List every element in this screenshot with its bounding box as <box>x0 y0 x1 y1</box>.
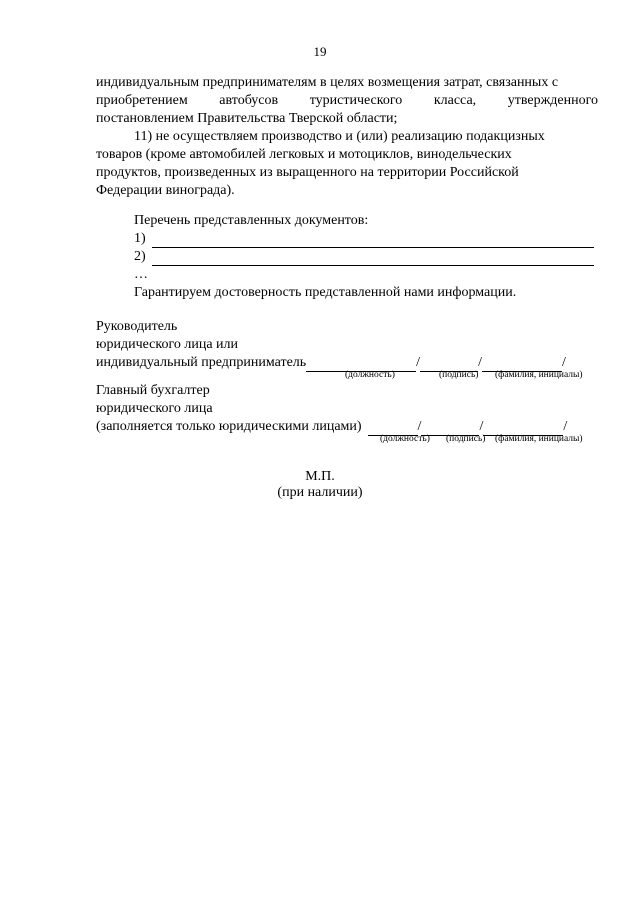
document-item-2[interactable] <box>134 248 594 266</box>
word: автобусов <box>219 93 279 108</box>
stamp-label: М.П. <box>305 469 335 484</box>
signature-label-line: Главный бухгалтер <box>96 383 210 398</box>
signature-label-line: Руководитель <box>96 319 178 334</box>
paragraph-line: индивидуальным предпринимателям в целях возмещения затрат, связанных с <box>96 75 559 90</box>
caption-name: (фамилия, инициалы) <box>495 370 583 380</box>
slash-separator: / <box>561 355 566 370</box>
documents-list <box>134 212 594 284</box>
caption-signature: (подпись) <box>439 370 479 380</box>
word: туристического <box>309 93 403 108</box>
paragraph-11 <box>96 128 598 200</box>
guarantee-statement: Гарантируем достоверность представленной нами информации. <box>134 285 517 300</box>
word: утвержденного <box>507 93 598 108</box>
page-number: 19 <box>313 44 327 59</box>
word: приобретением <box>96 93 188 108</box>
slash-separator: / <box>417 419 422 434</box>
document-item-number: 1) <box>134 231 146 246</box>
paragraph-continuation <box>96 74 598 128</box>
slash-separator: / <box>416 355 421 370</box>
signature-label-line: юридического лица <box>96 401 213 416</box>
slash-separator: / <box>563 419 568 434</box>
signature-label-line: юридического лица или <box>96 337 239 352</box>
signature-label-line: (заполняется только юридическими лицами) <box>96 419 362 434</box>
documents-list-heading: Перечень представленных документов: <box>134 213 369 228</box>
paragraph-line: продуктов, произведенных из выращенного на территории Российской <box>96 165 519 180</box>
stamp-note: (при наличии) <box>277 485 363 500</box>
signature-label-line: индивидуальный предприниматель <box>96 355 307 370</box>
paragraph-line: постановлением Правительства Тверской области; <box>96 111 398 126</box>
caption-signature: (подпись) <box>446 434 486 444</box>
slash-separator: / <box>479 419 484 434</box>
document-item-blank[interactable] <box>152 251 594 266</box>
document-item-blank[interactable] <box>152 233 594 248</box>
caption-position: (должность) <box>380 434 430 444</box>
documents-list-ellipsis: … <box>134 267 148 282</box>
document-item-number: 2) <box>134 249 146 264</box>
paragraph-line: 11) не осуществляем производство и (или) реализацию подакцизных <box>134 129 545 144</box>
paragraph-line-justified <box>96 92 598 110</box>
paragraph-line: Федерации винограда). <box>96 183 235 198</box>
caption-name: (фамилия, инициалы) <box>495 434 583 444</box>
head-signature-block <box>96 318 601 372</box>
accountant-signature-block <box>96 382 601 436</box>
paragraph-line: товаров (кроме автомобилей легковых и мотоциклов, винодельческих <box>96 147 512 162</box>
caption-position: (должность) <box>345 370 395 380</box>
slash-separator: / <box>478 355 482 370</box>
word: класса, <box>433 93 477 108</box>
document-item-1[interactable] <box>134 230 594 248</box>
